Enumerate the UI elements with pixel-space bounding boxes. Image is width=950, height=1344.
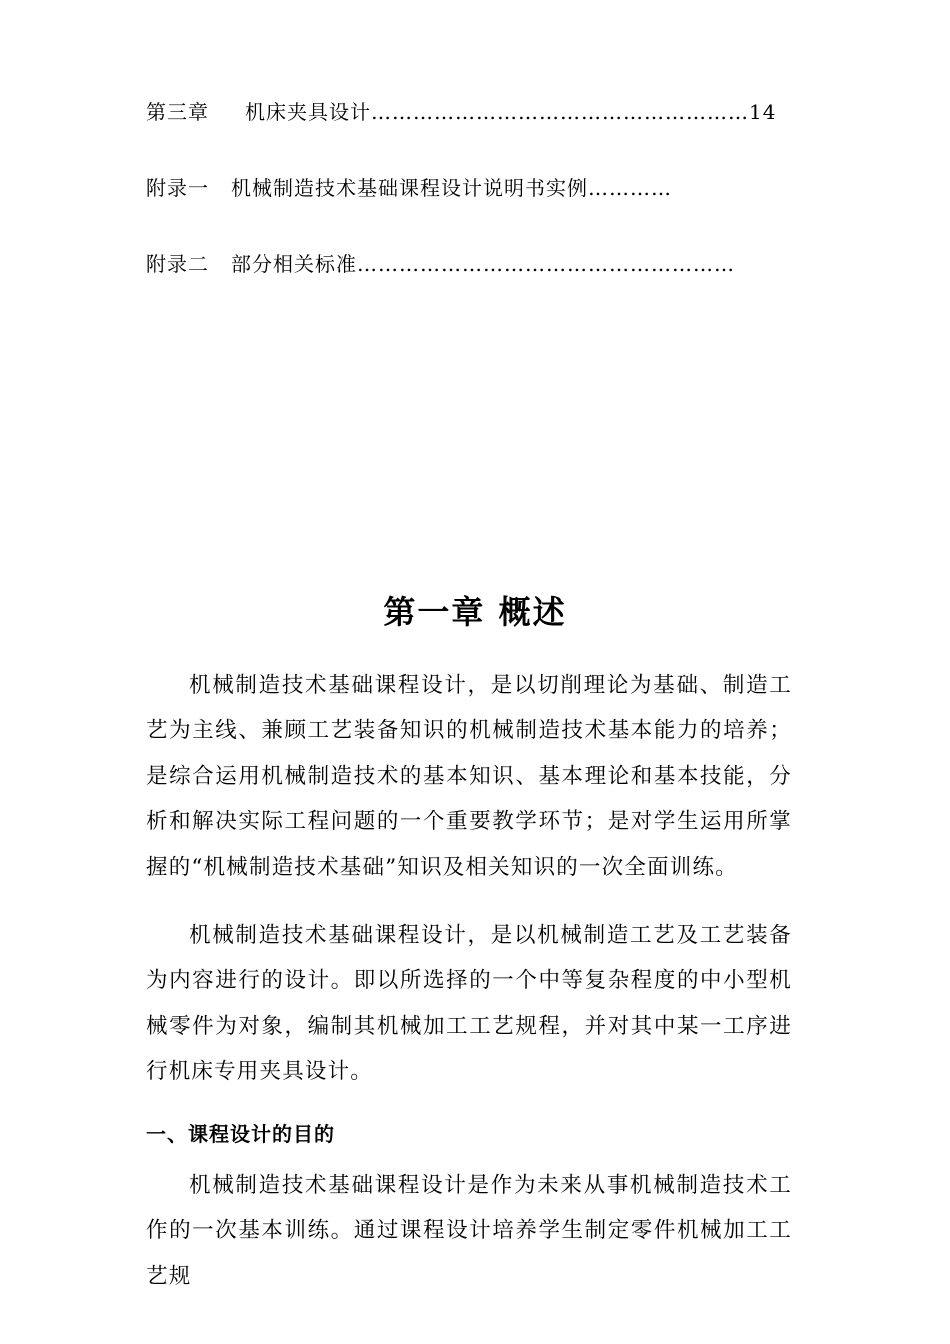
- toc-page-number: 14: [749, 100, 777, 124]
- toc-leader: ………………………………………………: [357, 252, 735, 276]
- toc-label: 附录一: [146, 176, 209, 200]
- toc-label: 附录二: [146, 252, 209, 276]
- toc-entry-appendix-1[interactable]: [146, 175, 672, 201]
- toc-title: 机床夹具设计: [245, 100, 371, 124]
- body-paragraph-2: 机械制造技术基础课程设计，是以机械制造工艺及工艺装备为内容进行的设计。即以所选择的一个中等复杂程度的中小型机械零件为对象，编制其机械加工工艺规程，并对其中某一工序进行机床专用夹具设计。: [146, 923, 792, 1085]
- toc-label: 第三章: [146, 100, 209, 124]
- toc-title: 部分相关标准: [231, 252, 357, 276]
- body-paragraph-1: 机械制造技术基础课程设计，是以切削理论为基础、制造工艺为主线、兼顾工艺装备知识的机械制造技术基本能力的培养；是综合运用机械制造技术的基本知识、基本理论和基本技能，分析和解决实际工程问题的一个重要教学环节；是对学生运用所掌握的“机械制造技术基础”知识及相关知识的一次全面训练。: [146, 673, 792, 880]
- chapter-title: 第一章 概述: [383, 593, 567, 631]
- toc-entry-chapter-3[interactable]: [146, 99, 776, 125]
- toc-entry-appendix-2[interactable]: [146, 251, 735, 277]
- body-paragraph-3: 机械制造技术基础课程设计是作为未来从事机械制造技术工作的一次基本训练。通过课程设计培养学生制定零件机械加工工艺规: [146, 1173, 792, 1289]
- toc-leader: …………: [588, 176, 672, 200]
- toc-leader: ………………………………………………: [371, 100, 749, 124]
- section-heading: 一、课程设计的目的: [146, 1122, 335, 1146]
- toc-title: 机械制造技术基础课程设计说明书实例: [231, 176, 588, 200]
